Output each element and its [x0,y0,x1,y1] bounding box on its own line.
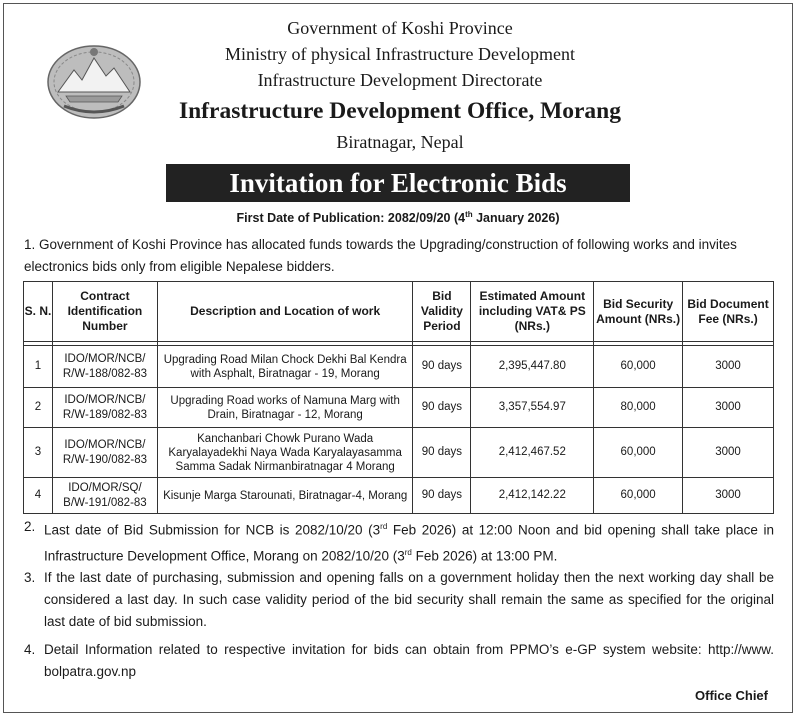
col-header-sn: S. N. [24,282,53,342]
cell-amount: 2,412,467.52 [471,428,594,478]
col-header-validity: Bid Validity Period [413,282,471,342]
cell-fee: 3000 [683,346,774,388]
col-header-security: Bid Security Amount (NRs.) [594,282,683,342]
header-line-ministry: Ministry of physical Infrastructure Development [225,44,575,64]
note-text [44,516,774,567]
publication-date [0,210,796,225]
note-holiday [24,567,774,633]
cell-sn: 1 [24,346,53,388]
note-number: 4. [24,642,36,657]
cell-fee: 3000 [683,388,774,428]
note-website [24,639,774,683]
cell-amount: 2,412,142.22 [471,478,594,514]
col-header-fee: Bid Document Fee (NRs.) [683,282,774,342]
note-text: If the last date of purchasing, submission and opening falls on a government holiday then the next working day shall be considered a last day. In such case validity period of the bid security shall remain the same as specified for the original last date of bid submission. [44,570,774,629]
cell-fee: 3000 [683,428,774,478]
cell-security: 80,000 [594,388,683,428]
cell-sn: 2 [24,388,53,428]
publication-date-suffix: January 2026) [472,211,560,226]
cell-contract: IDO/MOR/SQ/ B/W-191/082-83 [52,478,157,514]
cell-fee: 3000 [683,478,774,514]
cell-description: Kanchanbari Chowk Purano Wada Karyalayadekhi Naya Wada Karyalayasamma Samma Sadak Nirmanbiratnagar 4 Morang [157,428,413,478]
cell-validity: 90 days [413,388,471,428]
note-text-part: Last date of Bid Submission for NCB is 2082/10/20 (3 [44,522,381,538]
note-text-part: Feb 2026) at 12:00 Noon and bid opening shall take place in Infrastructure Development Office, Morang on 2082/10/20 (3 [44,522,775,563]
table-row [24,478,774,514]
cell-validity: 90 days [413,346,471,388]
table-row [24,428,774,478]
table-header-row [24,282,774,342]
cell-sn: 3 [24,428,53,478]
header-line-directorate: Infrastructure Development Directorate [257,70,543,90]
cell-contract: IDO/MOR/NCB/ R/W-189/082-83 [52,388,157,428]
note-bid-submission [24,516,774,567]
cell-description: Upgrading Road Milan Chock Dekhi Bal Kendra with Asphalt, Biratnagar - 19, Morang [157,346,413,388]
col-header-description: Description and Location of work [157,282,413,342]
note-sup: rd [404,547,412,557]
cell-security: 60,000 [594,428,683,478]
cell-validity: 90 days [413,478,471,514]
intro-paragraph: 1. Government of Koshi Province has allocated funds towards the Upgrading/construction of following works and invites electronics bids only from eligible Nepalese bidders. [24,237,737,274]
cell-amount: 3,357,554.97 [471,388,594,428]
col-header-contract: Contract Identification Number [52,282,157,342]
cell-sn: 4 [24,478,53,514]
cell-description: Upgrading Road works of Namuna Marg with Drain, Biratnagar - 12, Morang [157,388,413,428]
table-row [24,388,774,428]
cell-security: 60,000 [594,478,683,514]
notice-banner: Invitation for Electronic Bids [166,164,630,202]
note-number: 3. [24,570,36,585]
nepal-emblem-icon [44,40,144,120]
header-line-government: Government of Koshi Province [287,18,513,38]
table-row [24,346,774,388]
note-text-part: Feb 2026) at 13:00 PM. [411,548,558,563]
cell-contract: IDO/MOR/NCB/ R/W-190/082-83 [52,428,157,478]
col-header-amount: Estimated Amount including VAT& PS (NRs.) [471,282,594,342]
cell-amount: 2,395,447.80 [471,346,594,388]
bids-table [23,281,774,514]
note-number: 2. [24,519,36,534]
cell-validity: 90 days [413,428,471,478]
signoff-office-chief: Office Chief [695,688,768,703]
cell-security: 60,000 [594,346,683,388]
cell-contract: IDO/MOR/NCB/ R/W-188/082-83 [52,346,157,388]
cell-description: Kisunje Marga Starounati, Biratnagar-4, Morang [157,478,413,514]
office-location: Biratnagar, Nepal [336,132,464,152]
note-sup: rd [380,522,388,531]
publication-date-prefix: First Date of Publication: 2082/09/20 (4 [236,211,466,226]
note-text: Detail Information related to respective invitation for bids can obtain from PPMO’s e-GP system website: http://www. bolpatra.gov.np [44,642,774,679]
office-title: Infrastructure Development Office, Morang [178,98,622,124]
publication-date-sup: th [465,210,473,219]
